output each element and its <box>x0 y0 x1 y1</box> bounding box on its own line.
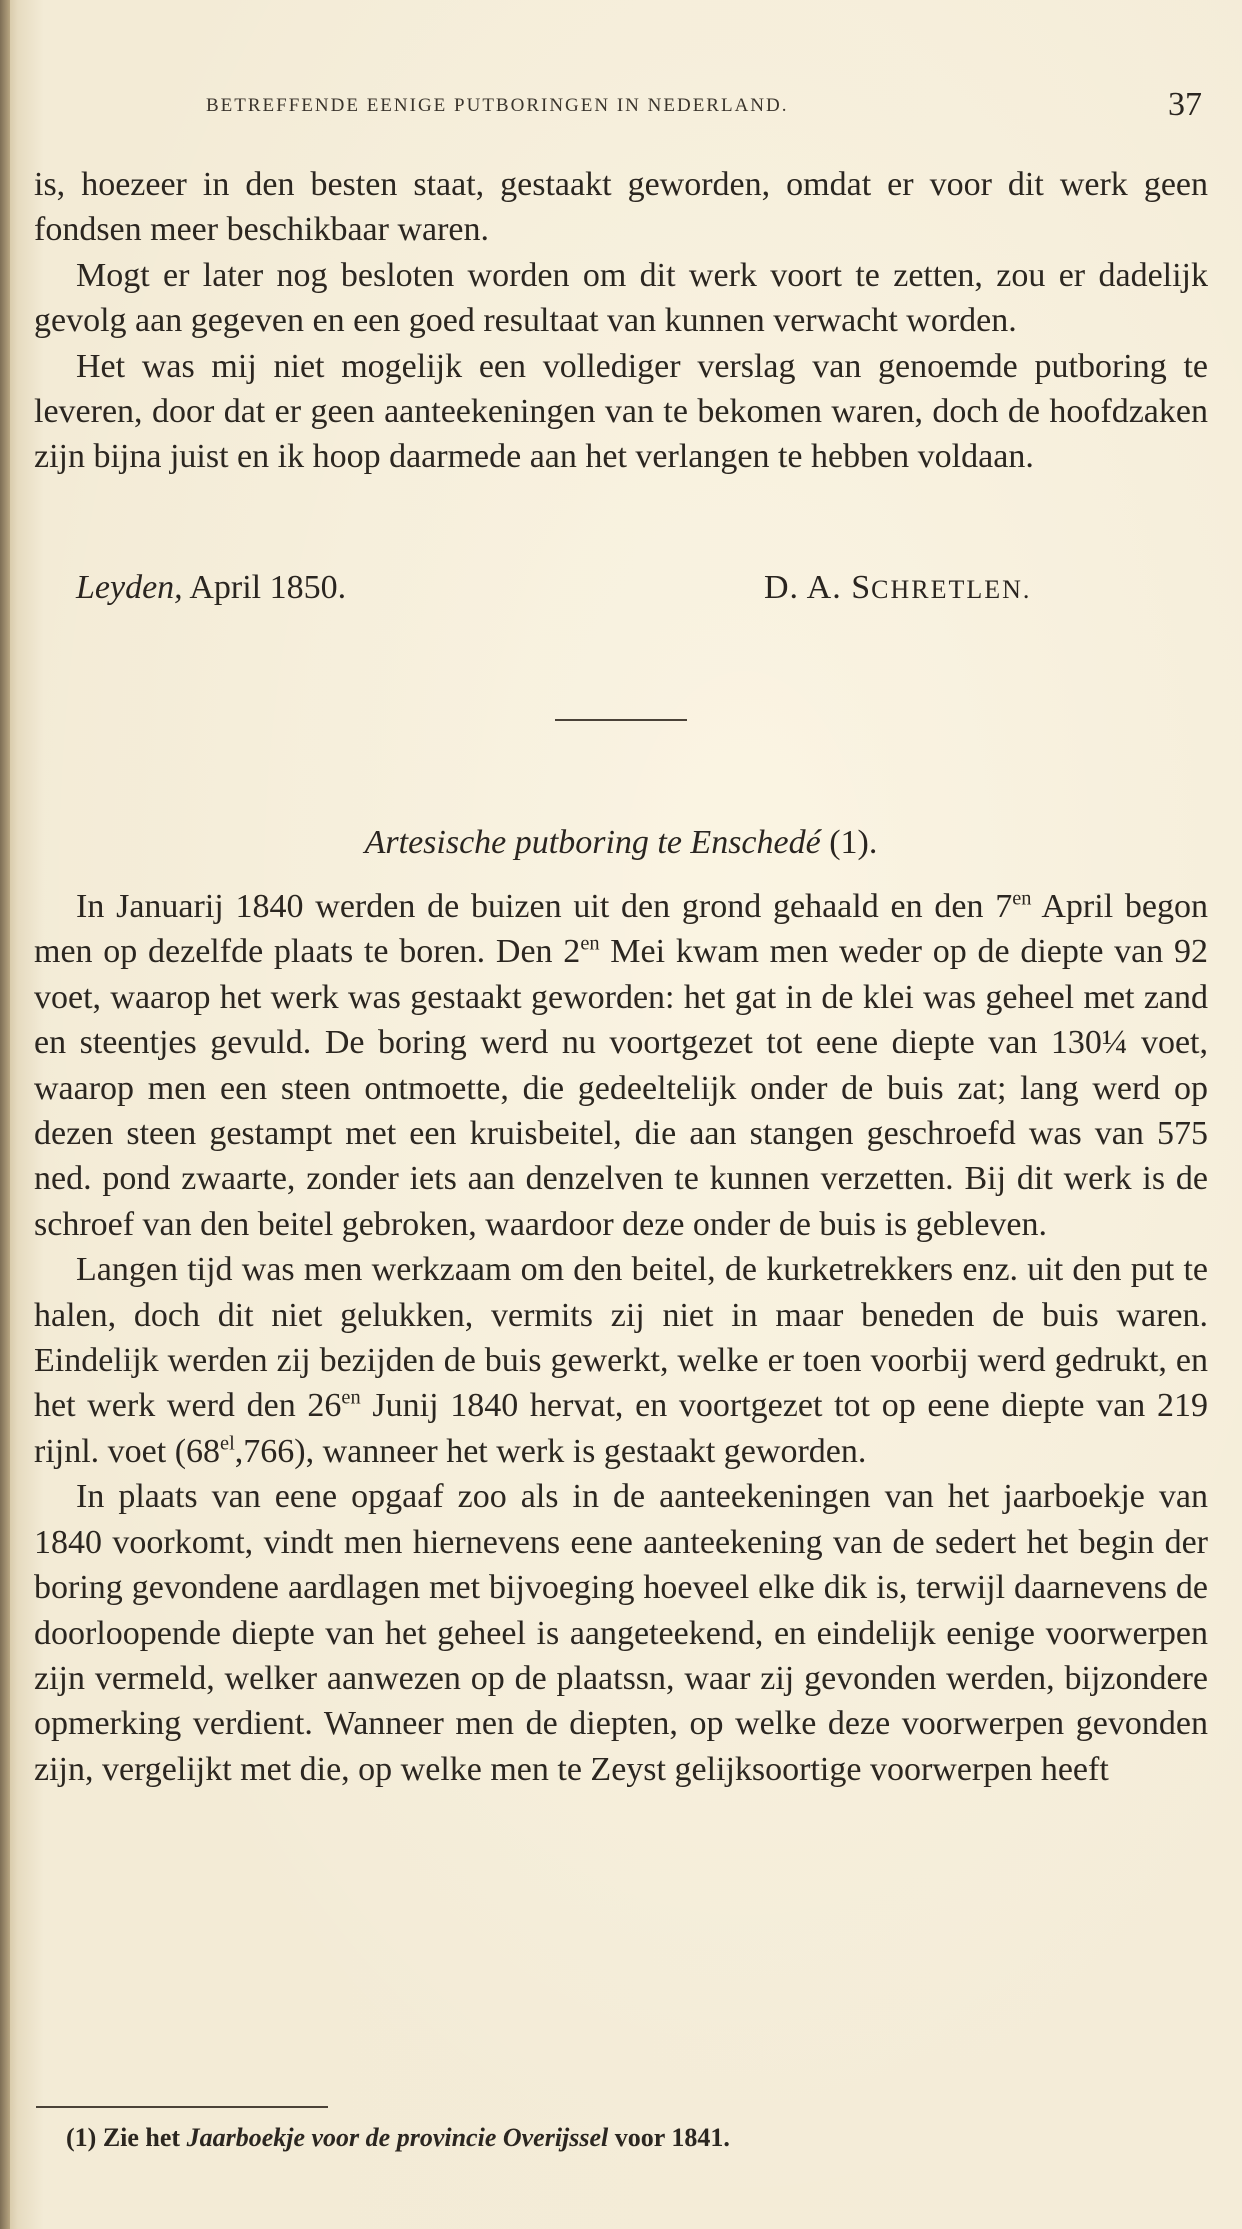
superscript: en <box>580 933 600 956</box>
text-run: Mei kwam men weder op de diepte van 92 voet, waarop het werk was gestaakt geworden: het gat in de klei was geheel met zand en steentjes gevuld. De boring werd nu voortgezet tot eene diepte van 130¼ voet, waarop men een steen ontmoette, die gedeeltelijk onder de buis zat; lang werd op dezen steen gestampt met een kruisbeitel, die aan stangen geschroefd was van 575 ned. pond zwaarte, zonder iets aan denzelven te kunnen verzetten. Bij dit werk is de schroef van den beitel gebroken, waardoor deze onder de buis is gebleven. <box>34 933 1208 1243</box>
signature-author <box>764 565 1031 612</box>
text-run: ,766), wanneer het werk is gestaakt geworden. <box>234 1432 867 1470</box>
book-spine-shadow <box>0 0 10 2229</box>
running-head: BETREFFENDE EENIGE PUTBORINGEN IN NEDERLAND. <box>206 95 789 116</box>
paragraph <box>34 884 1208 1247</box>
signature-date: April 1850. <box>189 569 347 606</box>
paragraph: is, hoezeer in den besten staat, gestaakt geworden, omdat er voor dit werk geen fondsen meer beschikbaar waren. <box>34 166 1208 249</box>
text-run: Junij 1840 hervat, en voortgezet tot op eene diepte van 219 rijnl. voet (68 <box>34 1387 1209 1470</box>
paragraph: In plaats van eene opgaaf zoo als in de aanteekeningen van het jaarboekje van 1840 voorkomt, vindt men hiernevens eene aanteekening van de sedert het begin der boring gevondene aardlagen met bijvoeging hoeveel elke dik is, terwijl daarnevens de doorloopende diepte van het geheel is aangeteekend, en eindelijk eenige voorwerpen zijn vermeld, welker aanwezen op de plaatssn, waar zij gevonden werden, bijzondere opmerking verdient. Wanneer men de diepten, op welke deze voorwerpen gevonden zijn, vergelijkt met die, op welke men te Zeyst gelijksoortige voorwerpen heeft <box>34 1478 1208 1788</box>
footnote-rule <box>36 2106 328 2108</box>
text-run: Langen tijd was men werkzaam om den beitel, de kurketrekkers enz. uit den put te halen, doch dit niet gelukken, vermits zij niet in maar beneden de buis waren. Eindelijk werden zij bezijden de buis gewerkt, welke er toen voorbij werd gedrukt, en het werk werd den 26 <box>34 1251 1208 1425</box>
signature-place: Leyden, <box>76 569 183 606</box>
text-run: April begon men op dezelfde plaats te boren. Den 2 <box>34 888 1208 971</box>
paragraph: Mogt er later nog besloten worden om dit werk voort te zetten, zou er dadelijk gevolg aan gegeven en een goed resultaat van kunnen verwacht worden. <box>34 256 1208 340</box>
page-number: 37 <box>1168 86 1202 123</box>
text-block-continuation <box>34 162 1208 480</box>
section-divider <box>555 719 687 721</box>
footnote-title: Jaarboekje voor de provincie Overijssel <box>186 2123 609 2152</box>
signature-line <box>76 565 1116 610</box>
footnote-marker: (1) <box>66 2123 97 2152</box>
paragraph <box>34 1247 1208 1474</box>
paragraph: Het was mij niet mogelijk een vollediger verslag van genoemde putboring te leveren, door dat er geen aanteekeningen van te bekomen waren, doch de hoofdzaken zijn bijna juist en ik hoop daarmede aan het verlangen te hebben voldaan. <box>34 347 1208 476</box>
footnote-text: Zie het <box>96 2123 187 2152</box>
superscript: el <box>220 1432 235 1455</box>
text-block-enschede <box>34 884 1208 1792</box>
superscript: en <box>341 1387 361 1410</box>
section-title <box>0 820 1242 865</box>
footnote <box>66 2122 730 2154</box>
author-name-rest: CHRETLEN. <box>871 575 1032 604</box>
superscript: en <box>1012 887 1032 910</box>
footnote-reference[interactable]: (1). <box>829 824 878 861</box>
author-initials: D. A. <box>764 569 842 606</box>
section-title-text: Artesische putboring te Enschedé <box>364 824 821 861</box>
footnote-text-end: voor 1841. <box>608 2123 730 2152</box>
author-name-initial: S <box>851 569 872 606</box>
text-run: In Januarij 1840 werden de buizen uit den grond gehaald en den 7 <box>76 888 1013 925</box>
